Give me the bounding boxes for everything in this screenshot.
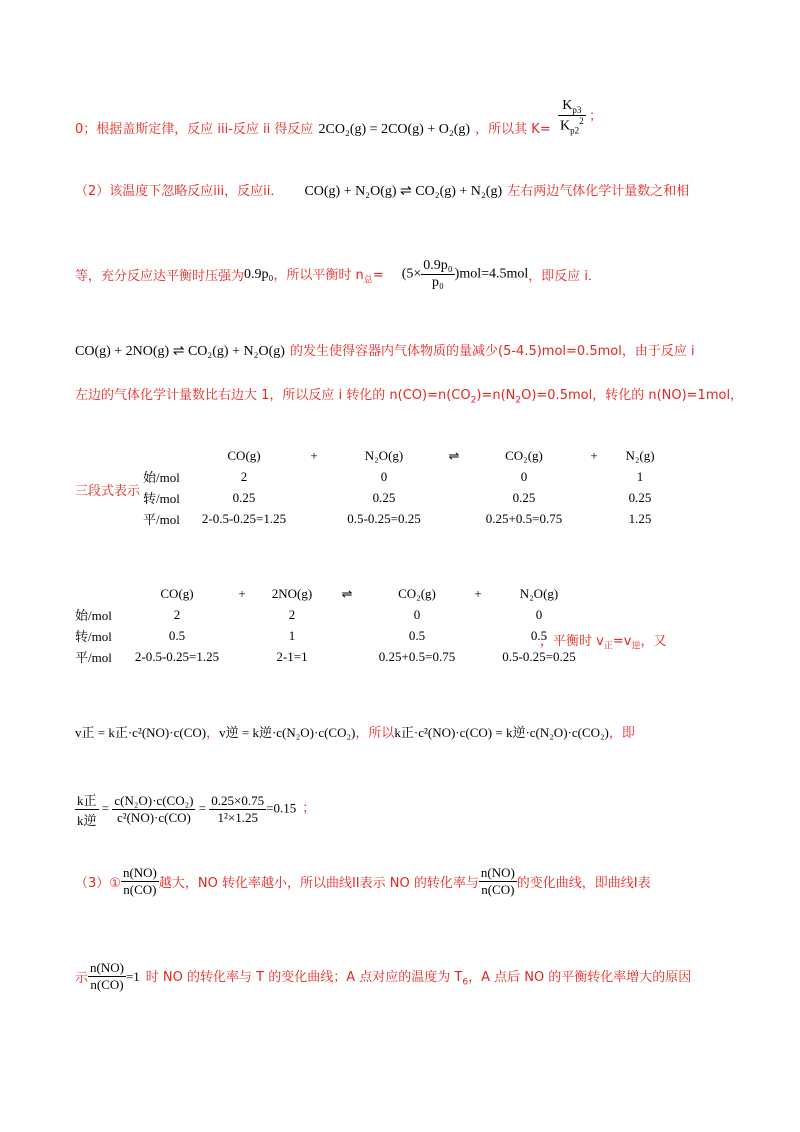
ratio-fraction: $\frac{n(NO)}{n(CO)}$ <box>122 865 157 897</box>
line2-lead: （2）该温度下忽略反应iii，反应ii． <box>75 184 284 199</box>
line-5: 左边的气体化学计量数比右边大 1，所以反应 i 转化的 $n(CO)=n(CO_2)=n(N_2O)=0.5mol$，转化的 n(NO)=1mol， <box>75 388 744 406</box>
table-row: 平/mol 2-0.5-0.25=1.25 2-1=1 0.25+0.5=0.75 0.5-0.25=0.25 <box>75 648 576 665</box>
line1-end: ； <box>589 108 603 124</box>
line1-lead: 0；根据盖斯定律，反应 iii-反应 ii 得反应 <box>75 122 314 137</box>
line6-eq3: k正·c²(NO)·c(CO) = k逆·c(N₂O)·c(CO₂) <box>394 725 609 740</box>
table-row: 转/mol 0.25 0.25 0.25 0.25 <box>143 489 652 506</box>
line-4 <box>75 340 695 360</box>
line3-tail: ，即反应 i． <box>528 269 602 284</box>
line6-eq2: v逆 = k逆·c(N₂O)·c(CO₂) <box>219 725 356 740</box>
line6-eq1: v正 = k正·c²(NO)·c(CO) <box>75 725 207 740</box>
line3-pressure: 0.9p₀ <box>244 266 274 282</box>
line-6: v正 = k正·c²(NO)·c(CO)，v逆 = k逆·c(N₂O)·c(CO₂)，所以k正·c²(NO)·c(CO) = k逆·c(N₂O)·c(CO₂)，即 <box>75 725 635 741</box>
line-2 <box>75 180 689 200</box>
table2-tail: ，平衡时 $v_正=v_逆$，又 <box>540 634 667 652</box>
line4-equation: CO(g) + 2NO(g) ⇌ CO₂(g) + N₂O(g) <box>75 344 285 359</box>
line2-tail: 左右两边气体化学计量数之和相 <box>507 184 690 199</box>
line3-expression: (5× $\frac{\text{0.9p₀}}{\text{p₀}}$ )mol=4.5mol <box>401 258 529 290</box>
k-fraction: $\frac{K_{p3}}{K_{p2}^2}$ ； <box>560 98 603 136</box>
line3-lead: 等，充分反应达平衡时压强为 <box>75 269 245 284</box>
ratio-fraction: $\frac{n(NO)}{n(CO)}$ <box>480 865 515 897</box>
line1-equation: 2CO₂(g) = 2CO(g) + O₂(g) <box>318 122 471 137</box>
line1-mid: ，所以其 K= <box>475 122 551 137</box>
table-2 <box>75 583 589 667</box>
ratio-fraction: $\frac{n(NO)}{n(CO)}$ <box>90 960 124 992</box>
line4-tail: 的发生使得容器内气体物质的量减少(5-4.5)mol=0.5mol，由于反应 i <box>290 344 695 359</box>
line-7: $\frac{\text{k正}}{\text{k逆}}$ = $\frac{\text{c(N₂O)·c(CO₂)}}{\text{c²(NO)·c(CO)}}$ = $\frac{0.25\times 0.75}{\text{1²×1.25}}$ =0.15 ； <box>75 790 315 829</box>
table-row: 平/mol 2-0.5-0.25=1.25 0.5-0.25=0.25 0.25+0.5=0.75 1.25 <box>143 510 652 527</box>
table1-side-label: 三段式表示 <box>75 484 141 499</box>
line3-mid: ，所以平衡时 n <box>273 267 364 283</box>
line-9: 示 $\frac{n(NO)}{n(CO)}$ =1 时 NO 的转化率与 T 的变化曲线；A 点对应的温度为 $T_6$，A 点后 NO 的平衡转化率增大的原因 <box>75 960 692 992</box>
table-row: 始/mol 2 2 0 0 <box>75 606 543 623</box>
table-row: 转/mol 0.5 1 0.5 0.5 <box>75 627 548 644</box>
line-3: 等，充分反应达平衡时压强为 0.9p₀ ，所以平衡时 $n_总=$ (5× $\frac{\text{0.9p₀}}{\text{p₀}}$ )mol=4.5mol ，即反应 i． <box>75 258 602 290</box>
line2-equation: CO(g) + N₂O(g) ⇌ CO₂(g) + N₂(g) <box>304 184 503 199</box>
line-1 <box>75 118 551 138</box>
table2-header: CO(g) + 2NO(g) ⇌ CO₂(g) + N₂O(g) <box>160 585 559 601</box>
line-8: （3）① $\frac{n(NO)}{n(CO)}$ 越大，NO 转化率越小，所以曲线II表示 NO 的转化率与 $\frac{n(NO)}{n(CO)}$ 的变化曲线，即曲线Ⅰ表 <box>75 865 651 897</box>
table-row: 始/mol 2 0 0 1 <box>143 468 644 485</box>
table-1 <box>143 445 665 529</box>
table1-header: CO(g) + N₂O(g) ⇌ CO₂(g) + N₂(g) <box>227 447 655 463</box>
